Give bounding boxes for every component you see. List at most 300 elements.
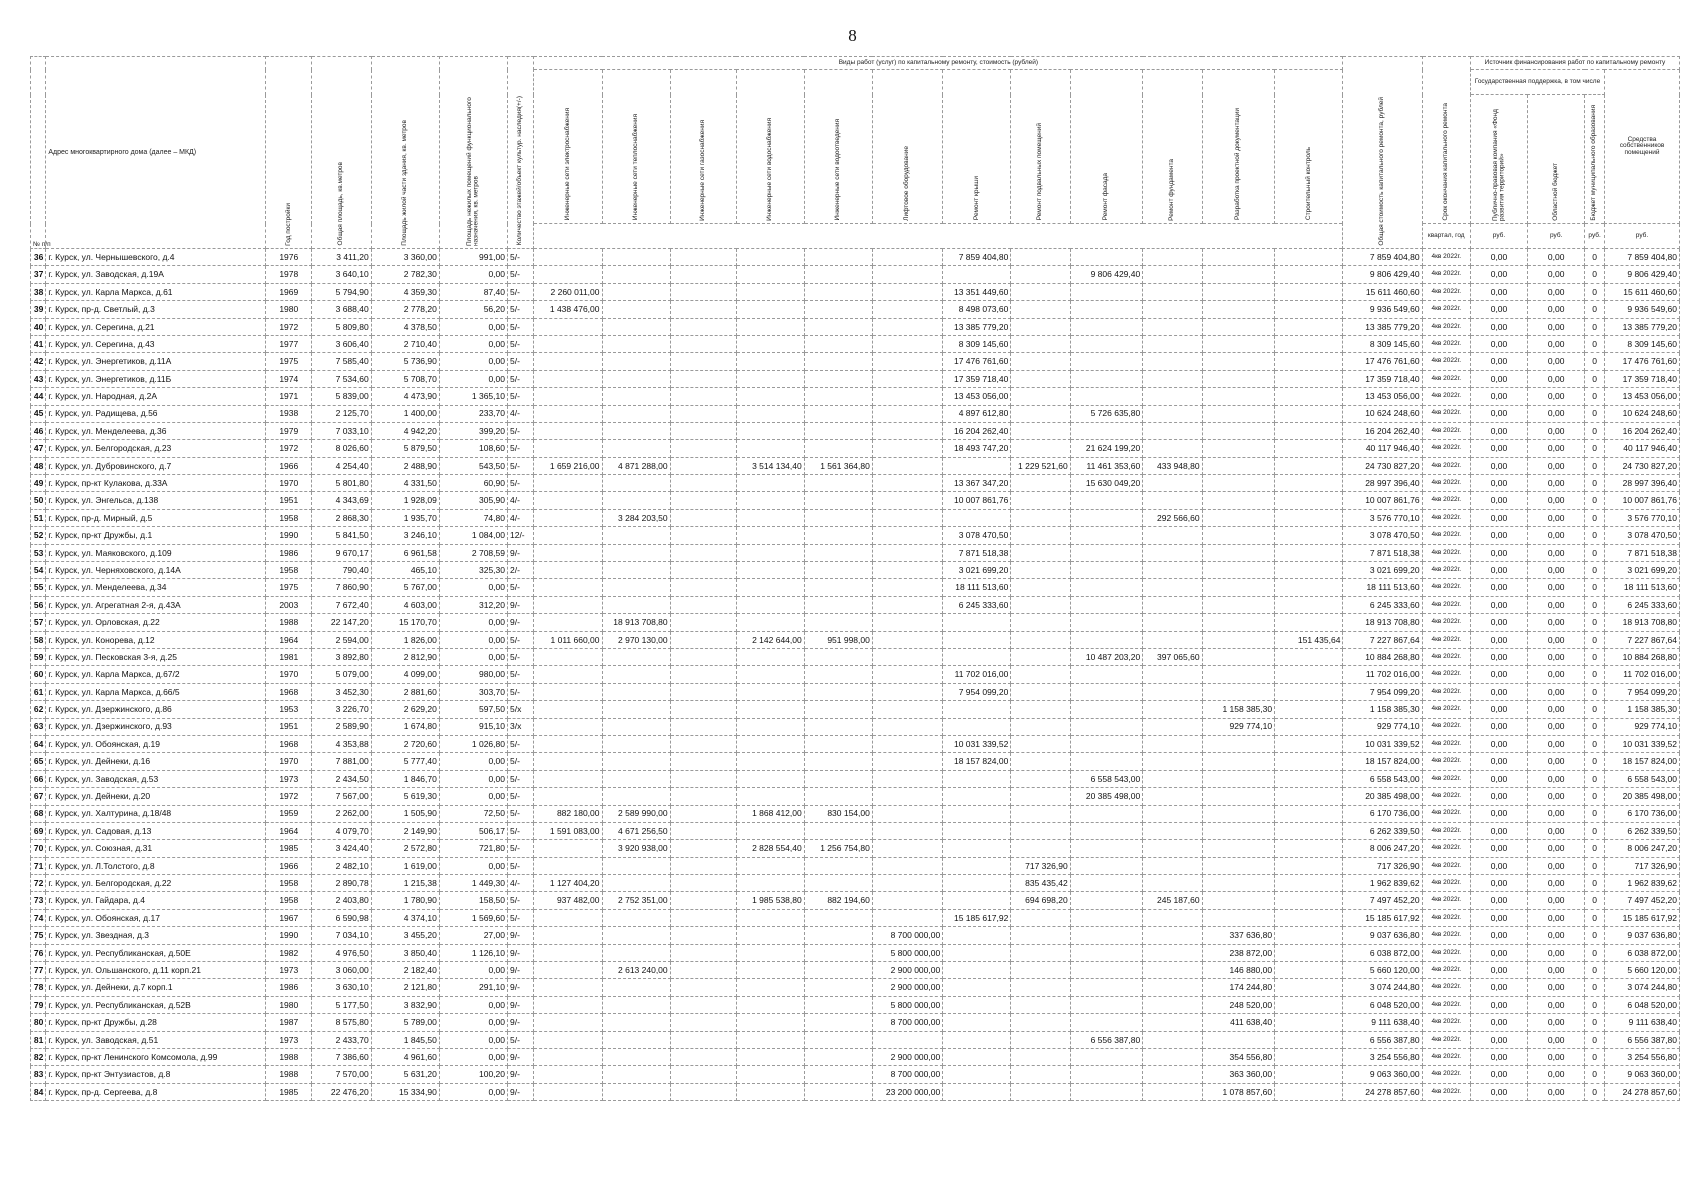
table-cell [1202,353,1275,370]
table-cell: 2 149,90 [371,822,439,839]
table-cell: 7 570,00 [312,1066,371,1083]
table-cell: 1972 [266,440,312,457]
table-cell: 5 079,00 [312,666,371,683]
table-cell [670,979,736,996]
table-cell [1202,370,1275,387]
table-cell: 0 [1585,909,1605,926]
table-cell: 4кв 2022г. [1422,1083,1470,1100]
table-cell: 0,00 [1470,631,1527,648]
table-cell: 4кв 2022г. [1422,457,1470,474]
table-cell: 3 254 556,80 [1605,1048,1680,1065]
table-cell: 1 011 660,00 [534,631,602,648]
table-cell [872,648,942,665]
table-cell: г. Курск, ул. Радищева, д.56 [46,405,266,422]
table-cell [602,927,670,944]
table-cell: 8 700 000,00 [872,927,942,944]
table-cell: 3 514 134,40 [736,457,804,474]
table-cell [1202,840,1275,857]
table-cell: г. Курск, пр-кт Дружбы, д.28 [46,1014,266,1031]
unit-rub-region: руб. [1528,224,1585,249]
table-cell: 4 671 256,50 [602,822,670,839]
table-cell: 2 900 000,00 [872,1048,942,1065]
table-cell [736,701,804,718]
table-cell: 915,10 [439,718,507,735]
table-cell: г. Курск, пр-кт Дружбы, д.1 [46,527,266,544]
table-cell [943,614,1011,631]
table-cell [534,1014,602,1031]
col-total-cost-header: Общая стоимость капитального ремонта, рублей [1343,57,1422,249]
table-cell: 3 455,20 [371,927,439,944]
table-cell: 5/- [507,683,533,700]
table-cell: 24 278 857,60 [1343,1083,1422,1100]
table-cell [534,770,602,787]
table-cell: 4кв 2022г. [1422,527,1470,544]
table-cell: 18 111 513,60 [1605,579,1680,596]
table-cell [943,718,1011,735]
table-cell: г. Курск, ул. Обоянская, д.17 [46,909,266,926]
table-cell: г. Курск, ул. Звездная, д.3 [46,927,266,944]
table-cell: 0,00 [439,335,507,352]
table-cell [1275,822,1343,839]
table-cell [602,596,670,613]
table-cell: 5/- [507,475,533,492]
table-row [31,909,1680,926]
table-cell: 399,20 [439,422,507,439]
table-cell: 39 [31,301,46,318]
table-cell: 5/- [507,318,533,335]
table-cell: 0,00 [1470,822,1527,839]
table-cell: 0,00 [1528,857,1585,874]
table-cell: 0 [1585,579,1605,596]
table-cell: 0,00 [1528,1066,1585,1083]
table-cell: 4кв 2022г. [1422,857,1470,874]
table-cell [804,648,872,665]
table-cell [1011,562,1070,579]
table-cell: 18 111 513,60 [943,579,1011,596]
table-cell: 3 640,10 [312,266,371,283]
table-cell [1275,249,1343,266]
table-cell: 3 360,00 [371,249,439,266]
table-cell [1143,283,1202,300]
table-cell: 5/- [507,788,533,805]
table-cell: 5/- [507,735,533,752]
table-cell: 2/- [507,562,533,579]
table-cell: 1976 [266,249,312,266]
table-cell: 1973 [266,770,312,787]
table-cell [1070,822,1143,839]
table-cell: 1973 [266,962,312,979]
table-cell [1275,875,1343,892]
table-cell [1202,1031,1275,1048]
table-cell: 18 913 708,80 [1605,614,1680,631]
table-cell: 1 985 538,80 [736,892,804,909]
table-cell: 5/х [507,701,533,718]
table-cell: 75 [31,927,46,944]
table-cell: 1974 [266,370,312,387]
table-cell: 991,00 [439,249,507,266]
table-cell: 7 860,90 [312,579,371,596]
table-cell: 0 [1585,753,1605,770]
table-cell [1070,335,1143,352]
table-cell: 0 [1585,788,1605,805]
table-cell [1275,1031,1343,1048]
table-cell: 1 026,80 [439,735,507,752]
table-cell [602,283,670,300]
table-cell [602,1083,670,1100]
table-cell: 4кв 2022г. [1422,892,1470,909]
table-cell [602,1048,670,1065]
table-cell: 1 158 385,30 [1343,701,1422,718]
table-cell [670,1014,736,1031]
table-cell: 465,10 [371,562,439,579]
table-cell [534,788,602,805]
table-cell [804,249,872,266]
table-cell: г. Курск, ул. Заводская, д.51 [46,1031,266,1048]
table-cell [670,840,736,857]
table-cell: 15 630 049,20 [1070,475,1143,492]
table-cell: 7 954 099,20 [943,683,1011,700]
table-cell: 2 812,90 [371,648,439,665]
table-row [31,405,1680,422]
table-cell [1202,492,1275,509]
table-cell [1275,805,1343,822]
table-cell [736,318,804,335]
table-cell [1202,892,1275,909]
table-cell: 11 702 016,00 [1343,666,1422,683]
table-cell [670,318,736,335]
table-cell: 7 497 452,20 [1605,892,1680,909]
table-cell: 5/- [507,892,533,909]
table-cell: 81 [31,1031,46,1048]
table-cell [1011,805,1070,822]
table-row [31,857,1680,874]
table-cell: 13 385 779,20 [1343,318,1422,335]
table-cell: 5/- [507,770,533,787]
table-cell: 3 074 244,80 [1605,979,1680,996]
table-cell: 4кв 2022г. [1422,666,1470,683]
table-cell [804,492,872,509]
table-cell: 1986 [266,544,312,561]
table-cell: 4кв 2022г. [1422,962,1470,979]
table-cell: 0,00 [1470,544,1527,561]
table-cell: 70 [31,840,46,857]
table-cell: 13 367 347,20 [943,475,1011,492]
table-cell: 8 498 073,60 [943,301,1011,318]
table-cell [1011,579,1070,596]
table-cell [1143,788,1202,805]
table-cell: 72 [31,875,46,892]
table-cell: 10 007 861,76 [943,492,1011,509]
table-cell: 9 936 549,60 [1605,301,1680,318]
table-cell [602,718,670,735]
table-cell [1011,927,1070,944]
table-cell [943,648,1011,665]
table-cell [602,544,670,561]
table-cell: 4кв 2022г. [1422,875,1470,892]
table-cell [1275,701,1343,718]
table-cell: 4кв 2022г. [1422,788,1470,805]
table-cell: г. Курск, ул. Заводская, д.19А [46,266,266,283]
table-cell [736,301,804,318]
table-cell: г. Курск, ул. Чернышевского, д.4 [46,249,266,266]
table-cell: 0 [1585,596,1605,613]
table-cell: 0,00 [1528,1048,1585,1065]
table-cell: 2 594,00 [312,631,371,648]
table-cell: 9 806 429,40 [1343,266,1422,283]
table-cell: 6 262 339,50 [1343,822,1422,839]
table-cell: 3 452,30 [312,683,371,700]
table-cell [1275,614,1343,631]
table-cell [1143,249,1202,266]
table-cell: 1970 [266,475,312,492]
table-cell: 0 [1585,822,1605,839]
table-cell [670,1048,736,1065]
table-cell: 13 385 779,20 [943,318,1011,335]
table-cell [534,492,602,509]
table-cell: 3 021 699,20 [943,562,1011,579]
table-cell: 83 [31,1066,46,1083]
table-cell [534,266,602,283]
table-cell: 4 897 612,80 [943,405,1011,422]
table-cell: 4кв 2022г. [1422,1031,1470,1048]
table-cell: 0,00 [1528,1083,1585,1100]
table-cell: 0,00 [1528,509,1585,526]
table-cell [736,266,804,283]
table-cell: 57 [31,614,46,631]
table-cell [1143,422,1202,439]
table-cell [534,509,602,526]
table-cell: 3 576 770,10 [1343,509,1422,526]
table-cell [1202,875,1275,892]
table-cell: г. Курск, ул. Республиканская, д.50Е [46,944,266,961]
table-cell: 0,00 [1528,475,1585,492]
table-cell: 15 185 617,92 [1605,909,1680,926]
table-cell: 1973 [266,1031,312,1048]
table-cell [736,405,804,422]
table-cell: 0,00 [439,1083,507,1100]
table-cell [943,875,1011,892]
table-cell: 16 204 262,40 [1343,422,1422,439]
table-cell: 9 806 429,40 [1605,266,1680,283]
table-cell [602,440,670,457]
table-cell: 0,00 [439,1048,507,1065]
table-cell: 0,00 [1528,562,1585,579]
table-cell [602,422,670,439]
table-cell [602,979,670,996]
table-cell: г. Курск, пр-кт Энтузиастов, д.8 [46,1066,266,1083]
table-cell: г. Курск, ул. Карла Маркса, д.66/5 [46,683,266,700]
table-cell: 5 841,50 [312,527,371,544]
table-cell: 2 589,90 [312,718,371,735]
table-cell: 9/- [507,1083,533,1100]
table-cell: г. Курск, ул. Энергетиков, д.11Б [46,370,266,387]
table-cell [534,979,602,996]
table-cell: 6 048 520,00 [1343,996,1422,1013]
table-cell: 68 [31,805,46,822]
table-cell [736,353,804,370]
table-cell: 1 868 412,00 [736,805,804,822]
table-cell: г. Курск, ул. Менделеева, д.34 [46,579,266,596]
table-cell: 0,00 [439,318,507,335]
table-cell: 0,00 [1470,492,1527,509]
table-cell: 61 [31,683,46,700]
table-cell [804,562,872,579]
table-cell [804,701,872,718]
table-cell [1275,770,1343,787]
table-cell [736,962,804,979]
table-cell [872,457,942,474]
table-cell: 100,20 [439,1066,507,1083]
table-cell [1070,562,1143,579]
table-cell [872,735,942,752]
table-cell [670,440,736,457]
table-cell [534,475,602,492]
table-cell: 1 365,10 [439,388,507,405]
table-cell [1202,614,1275,631]
table-cell: 4кв 2022г. [1422,1066,1470,1083]
table-cell: 2 433,70 [312,1031,371,1048]
state-support-header: Государственная поддержка, в том числе [1470,70,1604,95]
table-cell: 292 566,60 [1143,509,1202,526]
table-cell: 0,00 [1528,544,1585,561]
table-cell [534,249,602,266]
table-cell: 0,00 [1528,996,1585,1013]
table-cell [804,266,872,283]
table-cell: 7 034,10 [312,927,371,944]
table-cell: 7 859 404,80 [1343,249,1422,266]
table-cell: 9/- [507,996,533,1013]
table-cell: 1967 [266,909,312,926]
table-cell: 0 [1585,770,1605,787]
table-cell: 10 884 268,80 [1343,648,1422,665]
table-cell: 6 556 387,80 [1070,1031,1143,1048]
table-cell: 4 079,70 [312,822,371,839]
table-cell [1275,962,1343,979]
table-cell: 1 158 385,30 [1605,701,1680,718]
table-cell: 27,00 [439,927,507,944]
table-cell [670,370,736,387]
table-cell: 2 868,30 [312,509,371,526]
table-cell [1202,475,1275,492]
table-cell: 4кв 2022г. [1422,440,1470,457]
table-cell: 7 386,60 [312,1048,371,1065]
table-cell: 6 245 333,60 [1605,596,1680,613]
table-cell: 0 [1585,353,1605,370]
table-cell [1202,735,1275,752]
table-cell: 4кв 2022г. [1422,1014,1470,1031]
table-cell [670,1066,736,1083]
table-cell: 5 177,50 [312,996,371,1013]
table-cell: 0,00 [1470,283,1527,300]
table-cell: 18 157 824,00 [1343,753,1422,770]
table-cell: 2 900 000,00 [872,962,942,979]
table-cell: 0,00 [1528,353,1585,370]
table-cell: 7 534,60 [312,370,371,387]
table-cell: 4 099,00 [371,666,439,683]
table-cell: 4/- [507,492,533,509]
table-row [31,266,1680,283]
table-cell [804,1066,872,1083]
table-cell: 18 493 747,20 [943,440,1011,457]
table-cell [1011,370,1070,387]
table-cell [1275,544,1343,561]
table-cell [872,840,942,857]
table-cell [736,857,804,874]
table-cell [534,683,602,700]
table-cell: 1966 [266,457,312,474]
table-cell: 2 434,50 [312,770,371,787]
table-cell: 0,00 [1470,875,1527,892]
table-cell [872,822,942,839]
table-cell: 0,00 [1470,962,1527,979]
table-cell: 5/- [507,822,533,839]
table-cell: 7 033,10 [312,422,371,439]
table-cell: 0,00 [1528,753,1585,770]
table-cell: 17 359 718,40 [943,370,1011,387]
table-cell: 82 [31,1048,46,1065]
table-cell [1011,318,1070,335]
col-region-header: Областной бюджет [1528,95,1585,224]
table-cell: г. Курск, пр-д. Сергеева, д.8 [46,1083,266,1100]
table-cell [1011,718,1070,735]
table-cell: 0,00 [439,770,507,787]
table-cell: 7 497 452,20 [1343,892,1422,909]
table-cell [1143,822,1202,839]
table-cell: 3/х [507,718,533,735]
table-cell [534,962,602,979]
table-cell: 9/- [507,927,533,944]
table-cell [1011,735,1070,752]
table-cell [1143,1014,1202,1031]
table-cell [804,683,872,700]
table-row [31,422,1680,439]
table-cell [872,440,942,457]
table-cell: 3 576 770,10 [1605,509,1680,526]
table-cell [1011,405,1070,422]
table-cell [670,805,736,822]
table-cell [1202,335,1275,352]
table-cell: 8 575,80 [312,1014,371,1031]
table-cell [1070,996,1143,1013]
col-total-area-header: Общая площадь, кв.метров [312,57,371,249]
table-cell: 1 845,50 [371,1031,439,1048]
table-row [31,544,1680,561]
table-cell: 10 031 339,52 [1343,735,1422,752]
table-cell: 9 670,17 [312,544,371,561]
table-cell: 1987 [266,1014,312,1031]
table-cell: 4кв 2022г. [1422,805,1470,822]
col-owners-header: Средства собственников помещений [1605,70,1680,224]
table-cell: 4 871 288,00 [602,457,670,474]
table-cell: 4кв 2022г. [1422,509,1470,526]
table-cell: 4 473,90 [371,388,439,405]
table-cell [1011,788,1070,805]
table-cell [534,596,602,613]
table-cell: 87,40 [439,283,507,300]
table-cell: 4 378,50 [371,318,439,335]
table-cell [1143,857,1202,874]
table-cell: 0,00 [1470,249,1527,266]
table-cell: 1964 [266,822,312,839]
table-cell: 1 078 857,60 [1202,1083,1275,1100]
table-cell [1011,527,1070,544]
table-cell: 3 850,40 [371,944,439,961]
table-cell: 4кв 2022г. [1422,562,1470,579]
table-cell: 7 881,00 [312,753,371,770]
table-cell: 3 284 203,50 [602,509,670,526]
table-cell: 7 567,00 [312,788,371,805]
table-cell [1202,301,1275,318]
